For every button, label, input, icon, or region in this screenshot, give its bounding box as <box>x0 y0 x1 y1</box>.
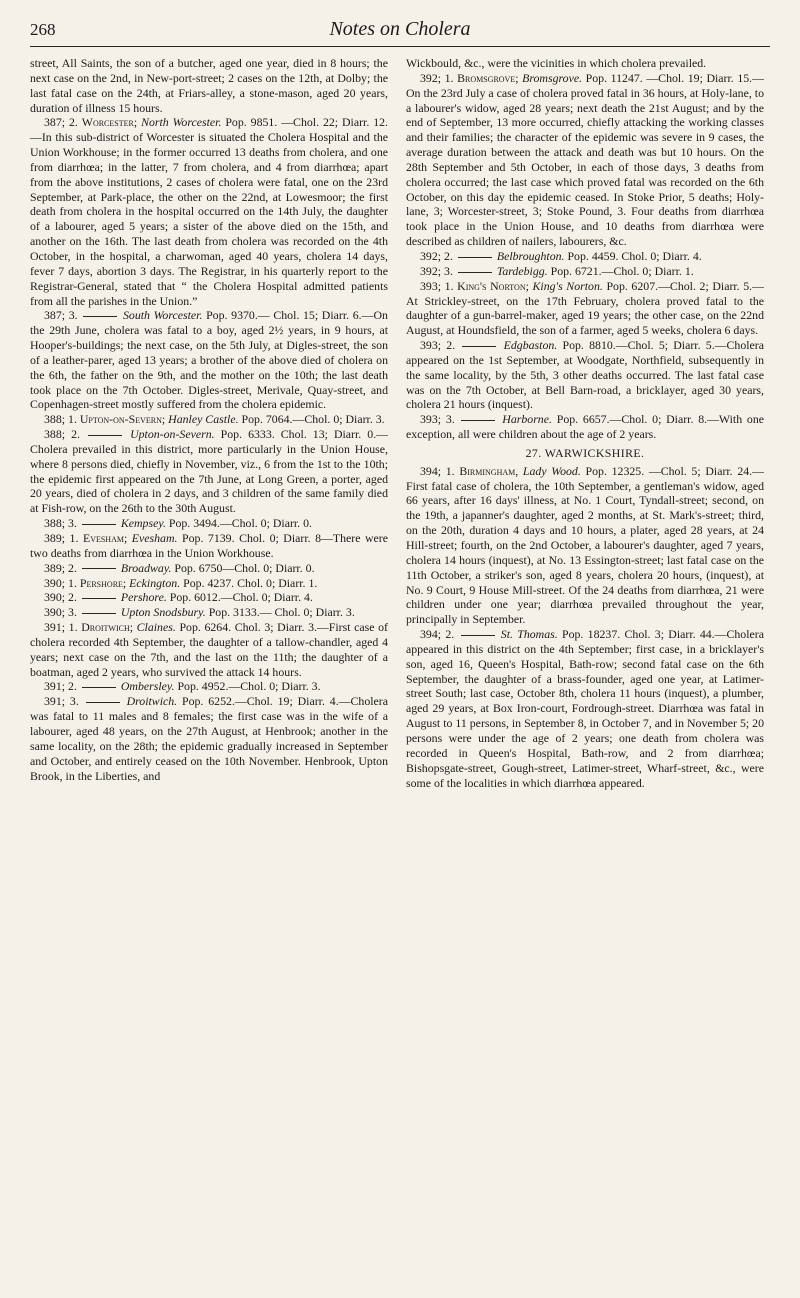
register-entry <box>30 679 388 694</box>
page-number: 268 <box>30 20 56 39</box>
district-name: Evesham; <box>82 531 128 545</box>
entry-text: Pop. 6721.—Chol. 0; Diarr. 1. <box>550 263 694 278</box>
entry-number: 391; 1. <box>44 620 82 635</box>
ditto-dash <box>82 524 116 525</box>
register-entry <box>406 71 764 249</box>
register-entry <box>30 605 388 620</box>
ditto-dash <box>83 316 117 317</box>
entry-number: 390; 2. <box>44 590 80 605</box>
paragraph: Wickbould, &c., were the vicinities in which cholera prevailed. <box>406 56 707 70</box>
register-entry <box>406 264 764 279</box>
entry-number: 391; 2. <box>44 679 80 694</box>
entry-number: 388; 1. <box>44 412 80 427</box>
register-entry <box>30 516 388 531</box>
entry-text: Pop. 4237. Chol. 0; Diarr. 1. <box>183 575 318 590</box>
entry-text: Pop. 6750—Chol. 0; Diarr. 0. <box>174 560 315 575</box>
entry-text: Pop. 12325. —Chol. 5; Diarr. 24.—First fatal case of cholera, the 10th September, a gentleman's widow, aged 66 years, after 16 days' illness, at No. 1 Court, Tyndall-street; second, on the 19th, a japanner's daughter, aged 2 months, at St. Mark's-street; third, on the 20th, duration 4 days and 10 hours, a plater, aged 28 years, at 24 Hill-street; fourth, on the 2nd October, a labourer's daughter, aged 7 years, cholera 14 hours (inquest), at No. 13 Essington-street; last fatal case on the 11th October, a striker's son, aged 8 years, cholera 20 hours, (inquest), at No. 9 Court, 9 House Mill-street. Of the 24 deaths from diarrhœa, 21 were children under one year; diarrhœa prevailed throughout the year, principally in September. <box>406 463 764 627</box>
register-entry <box>406 279 764 338</box>
subdistrict-name: Eckington. <box>129 575 181 590</box>
register-entry <box>30 531 388 561</box>
register-entry <box>406 627 764 790</box>
subdistrict-name: North Worcester. <box>141 115 222 130</box>
entry-number: 392; 3. <box>420 263 456 278</box>
ditto-dash <box>88 435 122 436</box>
entry-number: 388; 2. <box>44 427 87 442</box>
entry-number: 390; 3. <box>44 605 80 620</box>
page-header <box>30 14 770 42</box>
district-name: Pershore; <box>79 575 127 590</box>
entry-number: 393; 2. <box>420 338 461 353</box>
entry-number: 387; 2. <box>44 115 82 130</box>
subdistrict-name: Hanley Castle. <box>168 412 239 427</box>
subdistrict-name: Ombersley. <box>120 679 175 694</box>
entry-number: 388; 3. <box>44 516 80 531</box>
entry-number: 393; 1. <box>420 278 458 293</box>
subdistrict-name: Lady Wood. <box>522 463 581 478</box>
district-name: Worcester; <box>81 115 138 130</box>
register-entry <box>30 576 388 591</box>
entry-number: 393; 3. <box>420 412 460 427</box>
register-entry <box>30 427 388 516</box>
subdistrict-name: Edgbaston. <box>503 338 558 353</box>
ditto-dash <box>461 420 495 421</box>
register-entry <box>30 561 388 576</box>
entry-number: 387; 3. <box>44 308 82 323</box>
entry-text: Pop. 8810.—Chol. 5; Diarr. 5.—Cholera appeared on the 1st September, at Woodgate, Northfield, subsequently in the same locality, by the 5th, 3 other deaths occurred. The last fatal case was on the 7th October, at Bell Barn-road, a bricklayer, aged 30 years, cholera 21 hours (inquest). <box>406 338 764 412</box>
entry-text: Pop. 6264. Chol. 3; Diarr. 3.—First case of cholera recorded 4th September, the daughter of a tallow-chandler, aged 4 years; next case on the 7th, and the last on the 11th; the daughter of a boatman, aged 2 years, who survived the attack 14 hours. <box>30 620 388 679</box>
entry-text: Pop. 3494.—Chol. 0; Diarr. 0. <box>168 516 312 531</box>
register-entry <box>30 694 388 783</box>
district-name: Birmingham, <box>459 463 519 478</box>
entry-number: 394; 1. <box>420 463 460 478</box>
entry-text: Pop. 11247. —Chol. 19; Diarr. 15.—On the 23rd July a case of cholera proved fatal in 36 hours, at Holy-lane, to a labourer's widow, aged 28 years; next death the 21st August; and by the end of September, 13 more occurred, chiefly attacking the working classes and their families; the character of the epidemic was severe in 9 cases, the average duration between the attack and death was but 10 hours. On the 28th September and 5th October, in each of those days, 3 deaths from cholera occurred; the last case which proved fatal was recorded on the 6th October, on this day the epidemic ceased. In Stoke Prior, 5 deaths; Holy-lane, 3; Worcester-street, 3; Stoke Pound, 3. Four deaths from diarrhœa took place in the Union House, and 10 deaths from diarrhœa were described as children of nailers, labourers, &c. <box>406 70 764 249</box>
entry-text: Pop. 9370.— Chol. 15; Diarr. 6.—On the 29th June, cholera was fatal to a boy, aged 2½ years, in 9 hours, at Hooper's-buildings; the next case, on the 5th July, at Digles-street, the son of a leather-parer, aged 13 years; a brother of the above died of cholera on the 6th, the father on the 9th, and the mother on the 10th; the last death took place on the 7th October. Digles-street, Merivale, Quay-street, and Copenhagen-street mostly suffered from the cholera epidemic. <box>30 308 388 412</box>
register-entry <box>30 308 388 412</box>
register-entry <box>30 115 388 308</box>
register-entry <box>406 249 764 264</box>
section-heading: 27. WARWICKSHIRE. <box>525 445 645 460</box>
ditto-dash <box>82 568 116 569</box>
register-entry <box>30 590 388 605</box>
register-entry <box>30 412 388 427</box>
subdistrict-name: Pershore. <box>120 590 167 605</box>
subdistrict-name: Bromsgrove. <box>522 70 583 85</box>
district-name: Droitwich; <box>81 620 134 635</box>
entry-text: Pop. 6012.—Chol. 0; Diarr. 4. <box>169 590 313 605</box>
subdistrict-name: South Worcester. <box>122 308 203 323</box>
running-title: Notes on Cholera <box>329 18 471 40</box>
entry-text: Pop. 18237. Chol. 3; Diarr. 44.—Cholera appeared in this district on the 4th September; first case, in a bricklayer's son, aged 16, Queen's Hospital, Bath-row; second fatal case on the 6th September, the daughter of a brass-founder, aged one year, at Latimer-street South; last case, October 8th, cholera 11 hours (inquest), a plumber, aged 29 years, at Box Iron-court, Fordrough-street. Diarrhœa was fatal in August to 11 persons, in September 8, in October 7, and in November 5; 20 persons were under the age of 2 years; one death from cholera was recorded in Queen's Hospital, Bath-row, and 2 from diarrhœa; Bishopsgate-street, Gough-street, Latimer-street, Wharf-street, &c., were some of the localities in which diarrhœa appeared. <box>406 627 764 790</box>
entry-text: Pop. 6207.—Chol. 2; Diarr. 5.—At Strickley-street, on the 17th February, cholera proved fatal to the daughter of a gun-barrel-maker, aged 19 years; the other case, on the 22nd August, at Houndsfield, the son of a farmer, aged 5 weeks, cholera 6 days. <box>406 278 764 338</box>
ditto-dash <box>82 598 116 599</box>
paragraph: street, All Saints, the son of a butcher, aged one year, died in 8 hours; the next case on the 2nd, in New-port-street; 2 cases on the 12th, at Dolby; the last fatal case on the 24th, at Friars-alley, a stone-mason, aged 20 years, duration of illness 15 hours. <box>30 56 388 115</box>
entry-text: Pop. 6657.—Chol. 0; Diarr. 8.—With one exception, all were children about the age of 2 years. <box>406 412 764 442</box>
subdistrict-name: Tardebigg. <box>496 263 548 278</box>
district-name: Upton-on-Severn; <box>79 412 166 427</box>
entry-number: 390; 1. <box>44 575 80 590</box>
entry-number: 392; 1. <box>420 70 458 85</box>
subdistrict-name: St. Thomas. <box>500 627 558 642</box>
subdistrict-name: Kempsey. <box>120 516 166 531</box>
left-column <box>30 56 388 783</box>
ditto-dash <box>458 257 492 258</box>
entry-text: Pop. 7064.—Chol. 0; Diarr. 3. <box>241 412 385 427</box>
ditto-dash <box>86 702 120 703</box>
entry-text: Pop. 9851. —Chol. 22; Diarr. 12.—In this sub-district of Worcester is situated the Cholera Hospital and the Union Workhouse; in the former occurred 13 deaths from cholera, and one from diarrhœa; in the latter, 7 from cholera, and 4 from diarrhœa; apart from the above institutions, 2 cases of cholera were fatal, one on the 23rd September, at Park-place, the other on the 22nd, at Lowesmoor; the first death from cholera in the hospital occurred on the 14th July, the daughter of a labourer, aged 5 years; a sister of the above died on the 15th, and another on the 16th. The last death from cholera was recorded on the 4th October, in the hospital, a charwoman, aged 40 years, cholera 14 days, fever 7 days, abortion 3 days. The Registrar, in his quarterly report to the Registrar-General, stated that “ the Cholera Hospital admitted patients from all the parishes in the Union.” <box>30 115 389 308</box>
district-name: Bromsgrove; <box>457 70 519 85</box>
ditto-dash <box>462 346 496 347</box>
subdistrict-name: King's Norton. <box>532 278 603 293</box>
district-name: King's Norton; <box>457 278 529 293</box>
subdistrict-name: Upton Snodsbury. <box>120 605 206 620</box>
entry-number: 389; 1. <box>44 531 83 545</box>
subdistrict-name: Claines. <box>136 620 176 635</box>
entry-number: 391; 3. <box>44 694 84 709</box>
right-column <box>406 56 764 790</box>
entry-text: Pop. 4952.—Chol. 0; Diarr. 3. <box>177 679 321 694</box>
ditto-dash <box>82 687 116 688</box>
register-entry <box>30 620 388 679</box>
ditto-dash <box>461 635 495 636</box>
subdistrict-name: Upton-on-Severn. <box>130 427 215 442</box>
entry-text: Pop. 7139. Chol. 0; Diarr. 8—There were two deaths from diarrhœa in the Union Workhouse. <box>30 531 388 560</box>
entry-text: Pop. 6333. Chol. 13; Diarr. 0.—Cholera prevailed in this district, more particularly in the Union House, where 8 persons died, chiefly in November, viz., 6 from the 1st to the 10th; the epidemic first appeared on the 7th June, at Long Green, a porter, aged 20 years, died of cholera in 2 days, and 3 children of the same family died at Fish-row, on the 26th to the 30th August. <box>30 427 389 516</box>
header-rule <box>30 46 770 47</box>
entry-number: 392; 2. <box>420 248 456 263</box>
entry-text: Pop. 3133.— Chol. 0; Diarr. 3. <box>208 605 355 620</box>
subdistrict-name: Droitwich. <box>126 694 178 709</box>
ditto-dash <box>82 613 116 614</box>
entry-number: 389; 2. <box>44 560 80 575</box>
register-entry <box>406 412 764 442</box>
entry-number: 394; 2. <box>420 627 459 642</box>
subdistrict-name: Broadway. <box>120 560 172 575</box>
register-entry <box>406 464 764 627</box>
entry-text: Pop. 4459. Chol. 0; Diarr. 4. <box>567 248 702 263</box>
register-entry <box>406 338 764 412</box>
subdistrict-name: Belbroughton. <box>496 248 565 263</box>
subdistrict-name: Harborne. <box>502 412 552 427</box>
ditto-dash <box>458 272 492 273</box>
subdistrict-name: Evesham. <box>131 531 178 545</box>
entry-text: Pop. 6252.—Chol. 19; Diarr. 4.—Cholera was fatal to 11 males and 8 females; the first case was in the wife of a labourer, aged 48 years, on the 27th August, at Henbrook; another in the same locality, on the 28th; the epidemic gradually increased in September and October, and entirely ceased on the 10th November. Henbrook, Upton Brook, in the Liberties, and <box>30 694 388 783</box>
